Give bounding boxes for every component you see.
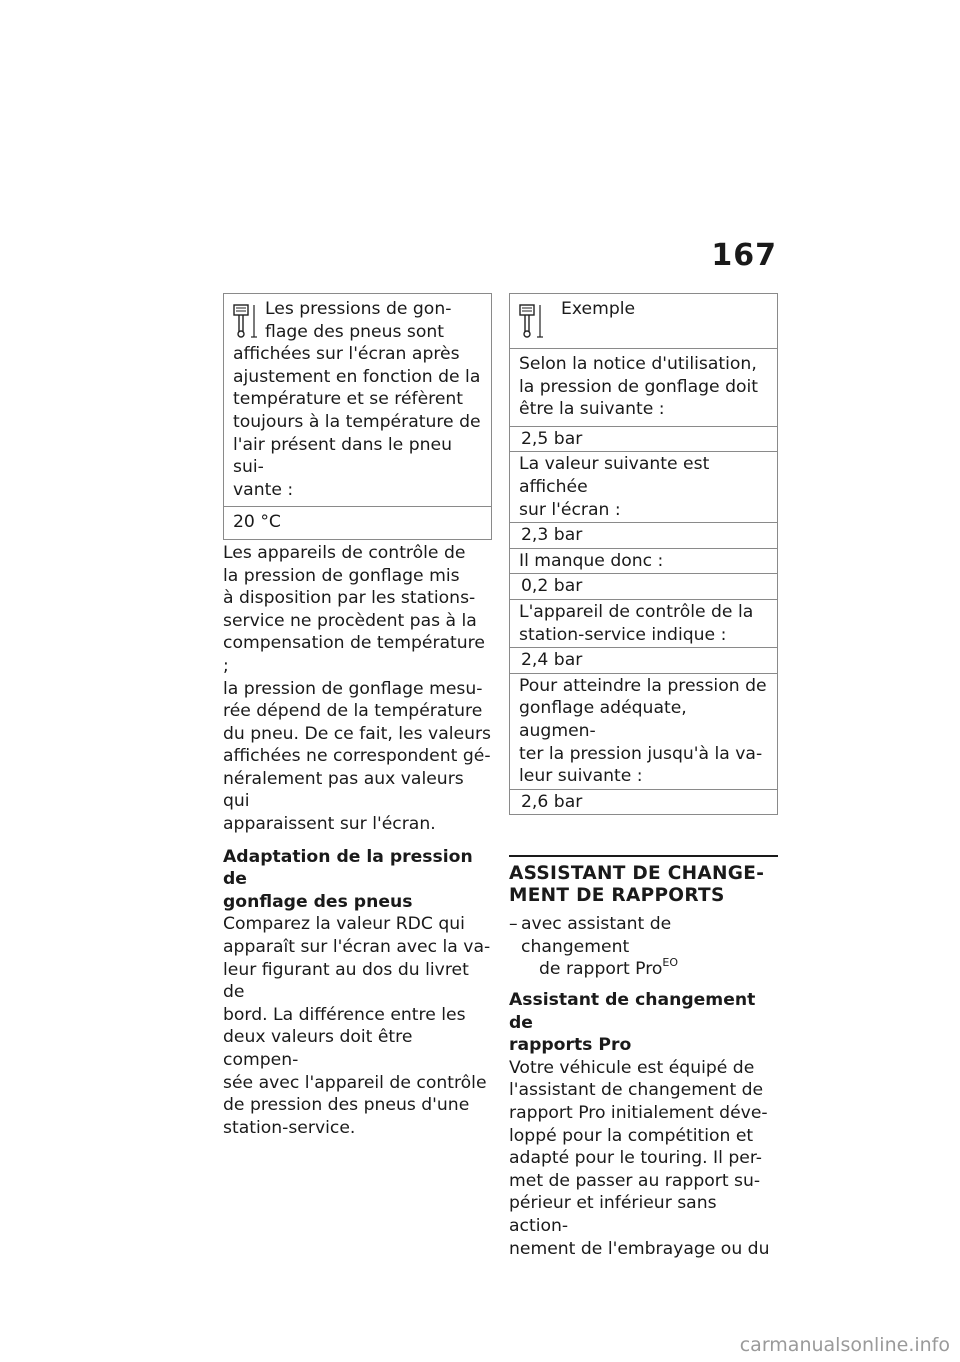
text-line: La valeur suivante est affichée bbox=[519, 454, 710, 497]
text-line: apparaît sur l'écran avec la va- bbox=[223, 937, 491, 958]
heading-line: gonflage des pneus bbox=[223, 891, 413, 912]
text-line: gonflage adéquate, augmen- bbox=[519, 698, 687, 741]
heading-line: Adaptation de la pression de bbox=[223, 846, 473, 890]
list-text: de rapport Pro bbox=[539, 959, 663, 980]
note-text bbox=[224, 294, 491, 506]
text-line: nement de l'embrayage ou du bbox=[509, 1238, 770, 1259]
example-title: Exemple bbox=[561, 299, 636, 319]
text-line: affichées ne correspondent gé- bbox=[223, 746, 491, 767]
note-line: Les pressions de gon- bbox=[265, 299, 452, 319]
text-line: néralement pas aux valeurs qui bbox=[223, 768, 464, 812]
example-value-row: 0,2 bar bbox=[510, 573, 777, 599]
text-line: adapté pour le touring. Il per- bbox=[509, 1148, 763, 1169]
text-line: loppé pour la compétition et bbox=[509, 1125, 754, 1146]
temperature-value: 20 °C bbox=[224, 506, 491, 539]
text-line: Pour atteindre la pression de bbox=[519, 675, 767, 696]
text-line: rapport Pro initialement déve- bbox=[509, 1103, 768, 1124]
heading-shift-assistant bbox=[509, 989, 778, 1057]
shift-assistant-paragraph bbox=[509, 1057, 778, 1260]
example-value-row: 2,3 bar bbox=[510, 522, 777, 548]
text-line: leur suivante : bbox=[519, 766, 643, 787]
text-line: Les appareils de contrôle de bbox=[223, 542, 466, 563]
tool-note-icon bbox=[518, 302, 546, 340]
example-box bbox=[509, 293, 778, 815]
section-title-line: ASSISTANT DE CHANGE- bbox=[509, 863, 765, 885]
list-line bbox=[539, 955, 778, 981]
text-line: ter la pression jusqu'à la va- bbox=[519, 743, 763, 764]
text-line: la pression de gonflage doit bbox=[519, 376, 759, 397]
equipment-list-item bbox=[509, 913, 778, 981]
text-line: Selon la notice d'utilisation, bbox=[519, 354, 757, 374]
heading-pressure-adaptation bbox=[223, 846, 492, 914]
text-line: bord. La différence entre les bbox=[223, 1004, 466, 1025]
heading-line: rapports Pro bbox=[509, 1035, 632, 1056]
text-line: du pneu. De ce fait, les valeurs bbox=[223, 723, 491, 744]
text-line: L'appareil de contrôle de la bbox=[519, 601, 754, 622]
text-line: Comparez la valeur RDC qui bbox=[223, 914, 465, 935]
example-value-row: 2,6 bar bbox=[510, 789, 777, 815]
text-line: de pression des pneus d'une bbox=[223, 1095, 470, 1116]
tire-pressure-note-box bbox=[223, 293, 492, 540]
heading-line: Assistant de changement de bbox=[509, 990, 756, 1033]
text-line: station-service indique : bbox=[519, 624, 727, 645]
example-row bbox=[510, 599, 777, 647]
note-line: vante : bbox=[233, 479, 294, 500]
example-row bbox=[510, 673, 777, 789]
text-line: met de passer au rapport su- bbox=[509, 1170, 761, 1191]
page-number: 167 bbox=[711, 238, 777, 273]
text-line: compensation de température ; bbox=[223, 633, 485, 676]
text-line: sur l'écran : bbox=[519, 499, 621, 520]
example-row bbox=[510, 451, 777, 522]
text-line: périeur et inférieur sans action- bbox=[509, 1193, 717, 1236]
watermark: carmanualsonline.info bbox=[739, 1334, 950, 1356]
text-line: apparaissent sur l'écran. bbox=[223, 814, 436, 835]
text-line: station-service. bbox=[223, 1117, 356, 1138]
left-column bbox=[223, 293, 492, 1139]
pressure-check-paragraph bbox=[223, 542, 492, 836]
example-row: Il manque donc : bbox=[510, 548, 777, 574]
example-row bbox=[510, 348, 777, 426]
example-title-cell bbox=[510, 294, 777, 348]
list-dash: – bbox=[509, 914, 518, 935]
example-value-row: 2,4 bar bbox=[510, 647, 777, 673]
note-line: toujours à la température de bbox=[233, 411, 481, 432]
tool-note-icon bbox=[232, 302, 260, 340]
note-line: ajustement en fonction de la bbox=[233, 366, 481, 387]
text-line: l'assistant de changement de bbox=[509, 1080, 764, 1101]
example-value-row: 2,5 bar bbox=[510, 426, 777, 452]
text-line: être la suivante : bbox=[519, 399, 665, 420]
section-title-line: MENT DE RAPPORTS bbox=[509, 885, 725, 907]
text-line: service ne procèdent pas à la bbox=[223, 610, 477, 631]
note-line: température et se réfèrent bbox=[233, 389, 464, 410]
text-line: leur figurant au dos du livret de bbox=[223, 959, 469, 1003]
superscript-eo: EO bbox=[662, 955, 679, 969]
pressure-adaptation-paragraph bbox=[223, 913, 492, 1139]
text-line: la pression de gonflage mis bbox=[223, 565, 460, 586]
text-line: sée avec l'appareil de contrôle bbox=[223, 1072, 487, 1093]
text-line: rée dépend de la température bbox=[223, 701, 483, 722]
text-line: à disposition par les stations- bbox=[223, 588, 476, 609]
text-line: deux valeurs doit être compen- bbox=[223, 1027, 413, 1070]
right-column bbox=[509, 293, 778, 1260]
text-line: la pression de gonflage mesu- bbox=[223, 678, 483, 699]
note-line: l'air présent dans le pneu sui- bbox=[233, 434, 452, 478]
section-title bbox=[509, 855, 778, 907]
text-line: Votre véhicule est équipé de bbox=[509, 1057, 755, 1078]
note-line: flage des pneus sont bbox=[265, 321, 445, 342]
note-line: affichées sur l'écran après bbox=[233, 344, 460, 365]
list-line: avec assistant de changement bbox=[521, 914, 672, 957]
